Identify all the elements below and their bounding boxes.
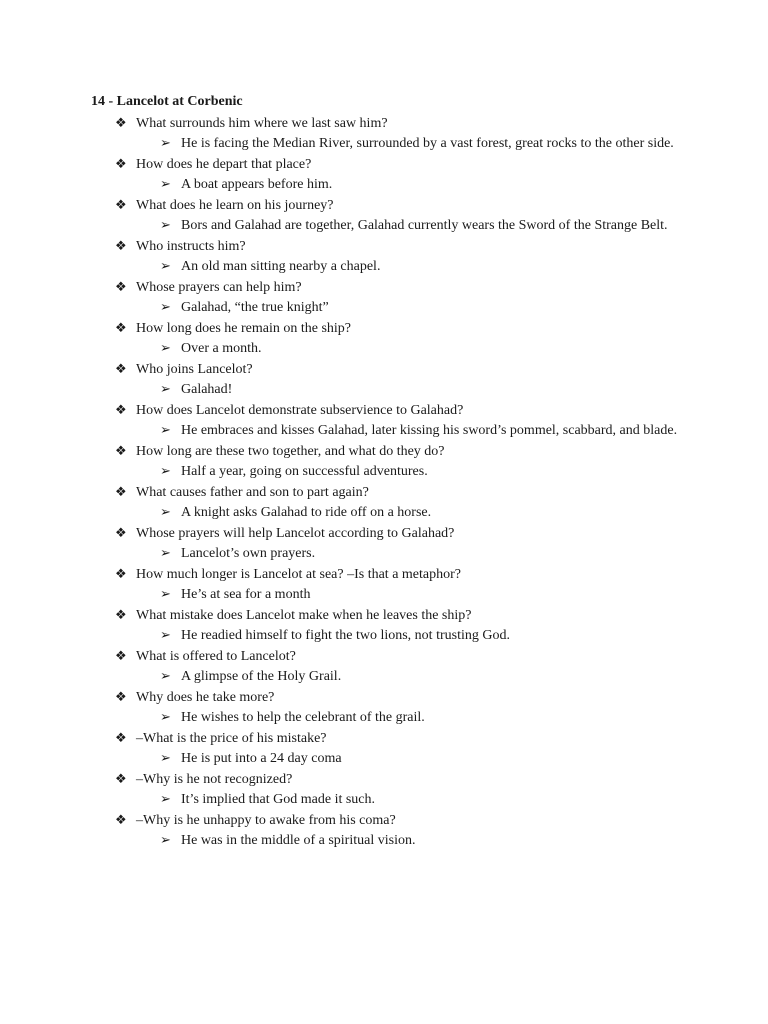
answer-text: Lancelot’s own prayers. (181, 546, 316, 561)
answer-item (0, 626, 768, 647)
answer-text: An old man sitting nearby a chapel. (181, 259, 381, 274)
arrow-bullet-icon: ➢ (160, 423, 171, 438)
question-text: How does Lancelot demonstrate subservience to Galahad? (136, 402, 464, 418)
arrow-bullet-icon: ➢ (160, 669, 171, 684)
answer-item (0, 503, 768, 524)
diamond-bullet-icon: ❖ (115, 771, 127, 787)
arrow-bullet-icon: ➢ (160, 382, 171, 397)
question-text: What causes father and son to part again? (136, 484, 369, 500)
question-item (0, 811, 768, 832)
answer-item (0, 708, 768, 729)
answer-item (0, 585, 768, 606)
question-text: Who instructs him? (136, 238, 246, 254)
answer-text: He readied himself to fight the two lions, not trusting God. (181, 628, 510, 643)
arrow-bullet-icon: ➢ (160, 792, 171, 807)
answer-text: He’s at sea for a month (181, 587, 311, 602)
diamond-bullet-icon: ❖ (115, 320, 127, 336)
question-text: What mistake does Lancelot make when he leaves the ship? (136, 607, 472, 623)
answer-item (0, 421, 768, 442)
answer-text: Galahad, “the true knight” (181, 300, 329, 315)
question-text: How does he depart that place? (136, 156, 312, 172)
arrow-bullet-icon: ➢ (160, 505, 171, 520)
diamond-bullet-icon: ❖ (115, 402, 127, 418)
answer-text: He was in the middle of a spiritual vision. (181, 833, 416, 848)
arrow-bullet-icon: ➢ (160, 136, 171, 151)
arrow-bullet-icon: ➢ (160, 218, 171, 233)
answer-item (0, 749, 768, 770)
question-answer-list (0, 114, 768, 852)
diamond-bullet-icon: ❖ (115, 484, 127, 500)
question-text: Why does he take more? (136, 689, 275, 705)
answer-item (0, 544, 768, 565)
answer-item (0, 462, 768, 483)
question-item (0, 524, 768, 545)
question-item (0, 729, 768, 750)
diamond-bullet-icon: ❖ (115, 361, 127, 377)
diamond-bullet-icon: ❖ (115, 812, 127, 828)
question-item (0, 237, 768, 258)
answer-item (0, 831, 768, 852)
arrow-bullet-icon: ➢ (160, 587, 171, 602)
question-item (0, 278, 768, 299)
question-text: What does he learn on his journey? (136, 197, 334, 213)
arrow-bullet-icon: ➢ (160, 300, 171, 315)
answer-text: Bors and Galahad are together, Galahad currently wears the Sword of the Strange Belt. (181, 218, 668, 233)
answer-text: Over a month. (181, 341, 262, 356)
answer-text: A boat appears before him. (181, 177, 333, 192)
arrow-bullet-icon: ➢ (160, 464, 171, 479)
arrow-bullet-icon: ➢ (160, 546, 171, 561)
answer-text: A glimpse of the Holy Grail. (181, 669, 342, 684)
question-text: Who joins Lancelot? (136, 361, 253, 377)
answer-text: He is facing the Median River, surrounded by a vast forest, great rocks to the other side. (181, 136, 674, 151)
arrow-bullet-icon: ➢ (160, 833, 171, 848)
question-item (0, 155, 768, 176)
answer-text: It’s implied that God made it such. (181, 792, 376, 807)
question-item (0, 770, 768, 791)
question-item (0, 360, 768, 381)
answer-text: He wishes to help the celebrant of the grail. (181, 710, 425, 725)
diamond-bullet-icon: ❖ (115, 156, 127, 172)
question-item (0, 565, 768, 586)
answer-item (0, 134, 768, 155)
diamond-bullet-icon: ❖ (115, 115, 127, 131)
diamond-bullet-icon: ❖ (115, 730, 127, 746)
answer-item (0, 380, 768, 401)
question-text: How much longer is Lancelot at sea? –Is that a metaphor? (136, 566, 461, 582)
arrow-bullet-icon: ➢ (160, 710, 171, 725)
diamond-bullet-icon: ❖ (115, 648, 127, 664)
answer-text: He is put into a 24 day coma (181, 751, 342, 766)
arrow-bullet-icon: ➢ (160, 628, 171, 643)
diamond-bullet-icon: ❖ (115, 197, 127, 213)
diamond-bullet-icon: ❖ (115, 238, 127, 254)
diamond-bullet-icon: ❖ (115, 525, 127, 541)
question-item (0, 688, 768, 709)
question-item (0, 647, 768, 668)
question-text: How long does he remain on the ship? (136, 320, 352, 336)
answer-item (0, 339, 768, 360)
arrow-bullet-icon: ➢ (160, 341, 171, 356)
diamond-bullet-icon: ❖ (115, 607, 127, 623)
question-text: Whose prayers will help Lancelot according to Galahad? (136, 525, 455, 541)
diamond-bullet-icon: ❖ (115, 279, 127, 295)
diamond-bullet-icon: ❖ (115, 443, 127, 459)
question-item (0, 196, 768, 217)
answer-text: A knight asks Galahad to ride off on a horse. (181, 505, 432, 520)
arrow-bullet-icon: ➢ (160, 259, 171, 274)
answer-item (0, 257, 768, 278)
answer-text: He embraces and kisses Galahad, later kissing his sword’s pommel, scabbard, and blade. (181, 423, 678, 438)
answer-item (0, 790, 768, 811)
question-item (0, 114, 768, 135)
answer-text: Half a year, going on successful adventures. (181, 464, 428, 479)
answer-text: Galahad! (181, 382, 233, 397)
diamond-bullet-icon: ❖ (115, 689, 127, 705)
question-item (0, 401, 768, 422)
arrow-bullet-icon: ➢ (160, 751, 171, 766)
question-item (0, 319, 768, 340)
question-text: –What is the price of his mistake? (136, 730, 327, 746)
arrow-bullet-icon: ➢ (160, 177, 171, 192)
question-text: Whose prayers can help him? (136, 279, 302, 295)
question-item (0, 606, 768, 627)
question-item (0, 483, 768, 504)
document-title: 14 - Lancelot at Corbenic (91, 94, 243, 109)
answer-item (0, 298, 768, 319)
diamond-bullet-icon: ❖ (115, 566, 127, 582)
question-text: –Why is he unhappy to awake from his coma? (136, 812, 396, 828)
question-text: –Why is he not recognized? (136, 771, 293, 787)
question-text: What is offered to Lancelot? (136, 648, 296, 664)
answer-item (0, 667, 768, 688)
answer-item (0, 175, 768, 196)
question-text: What surrounds him where we last saw him? (136, 115, 388, 131)
question-item (0, 442, 768, 463)
answer-item (0, 216, 768, 237)
question-text: How long are these two together, and what do they do? (136, 443, 445, 459)
